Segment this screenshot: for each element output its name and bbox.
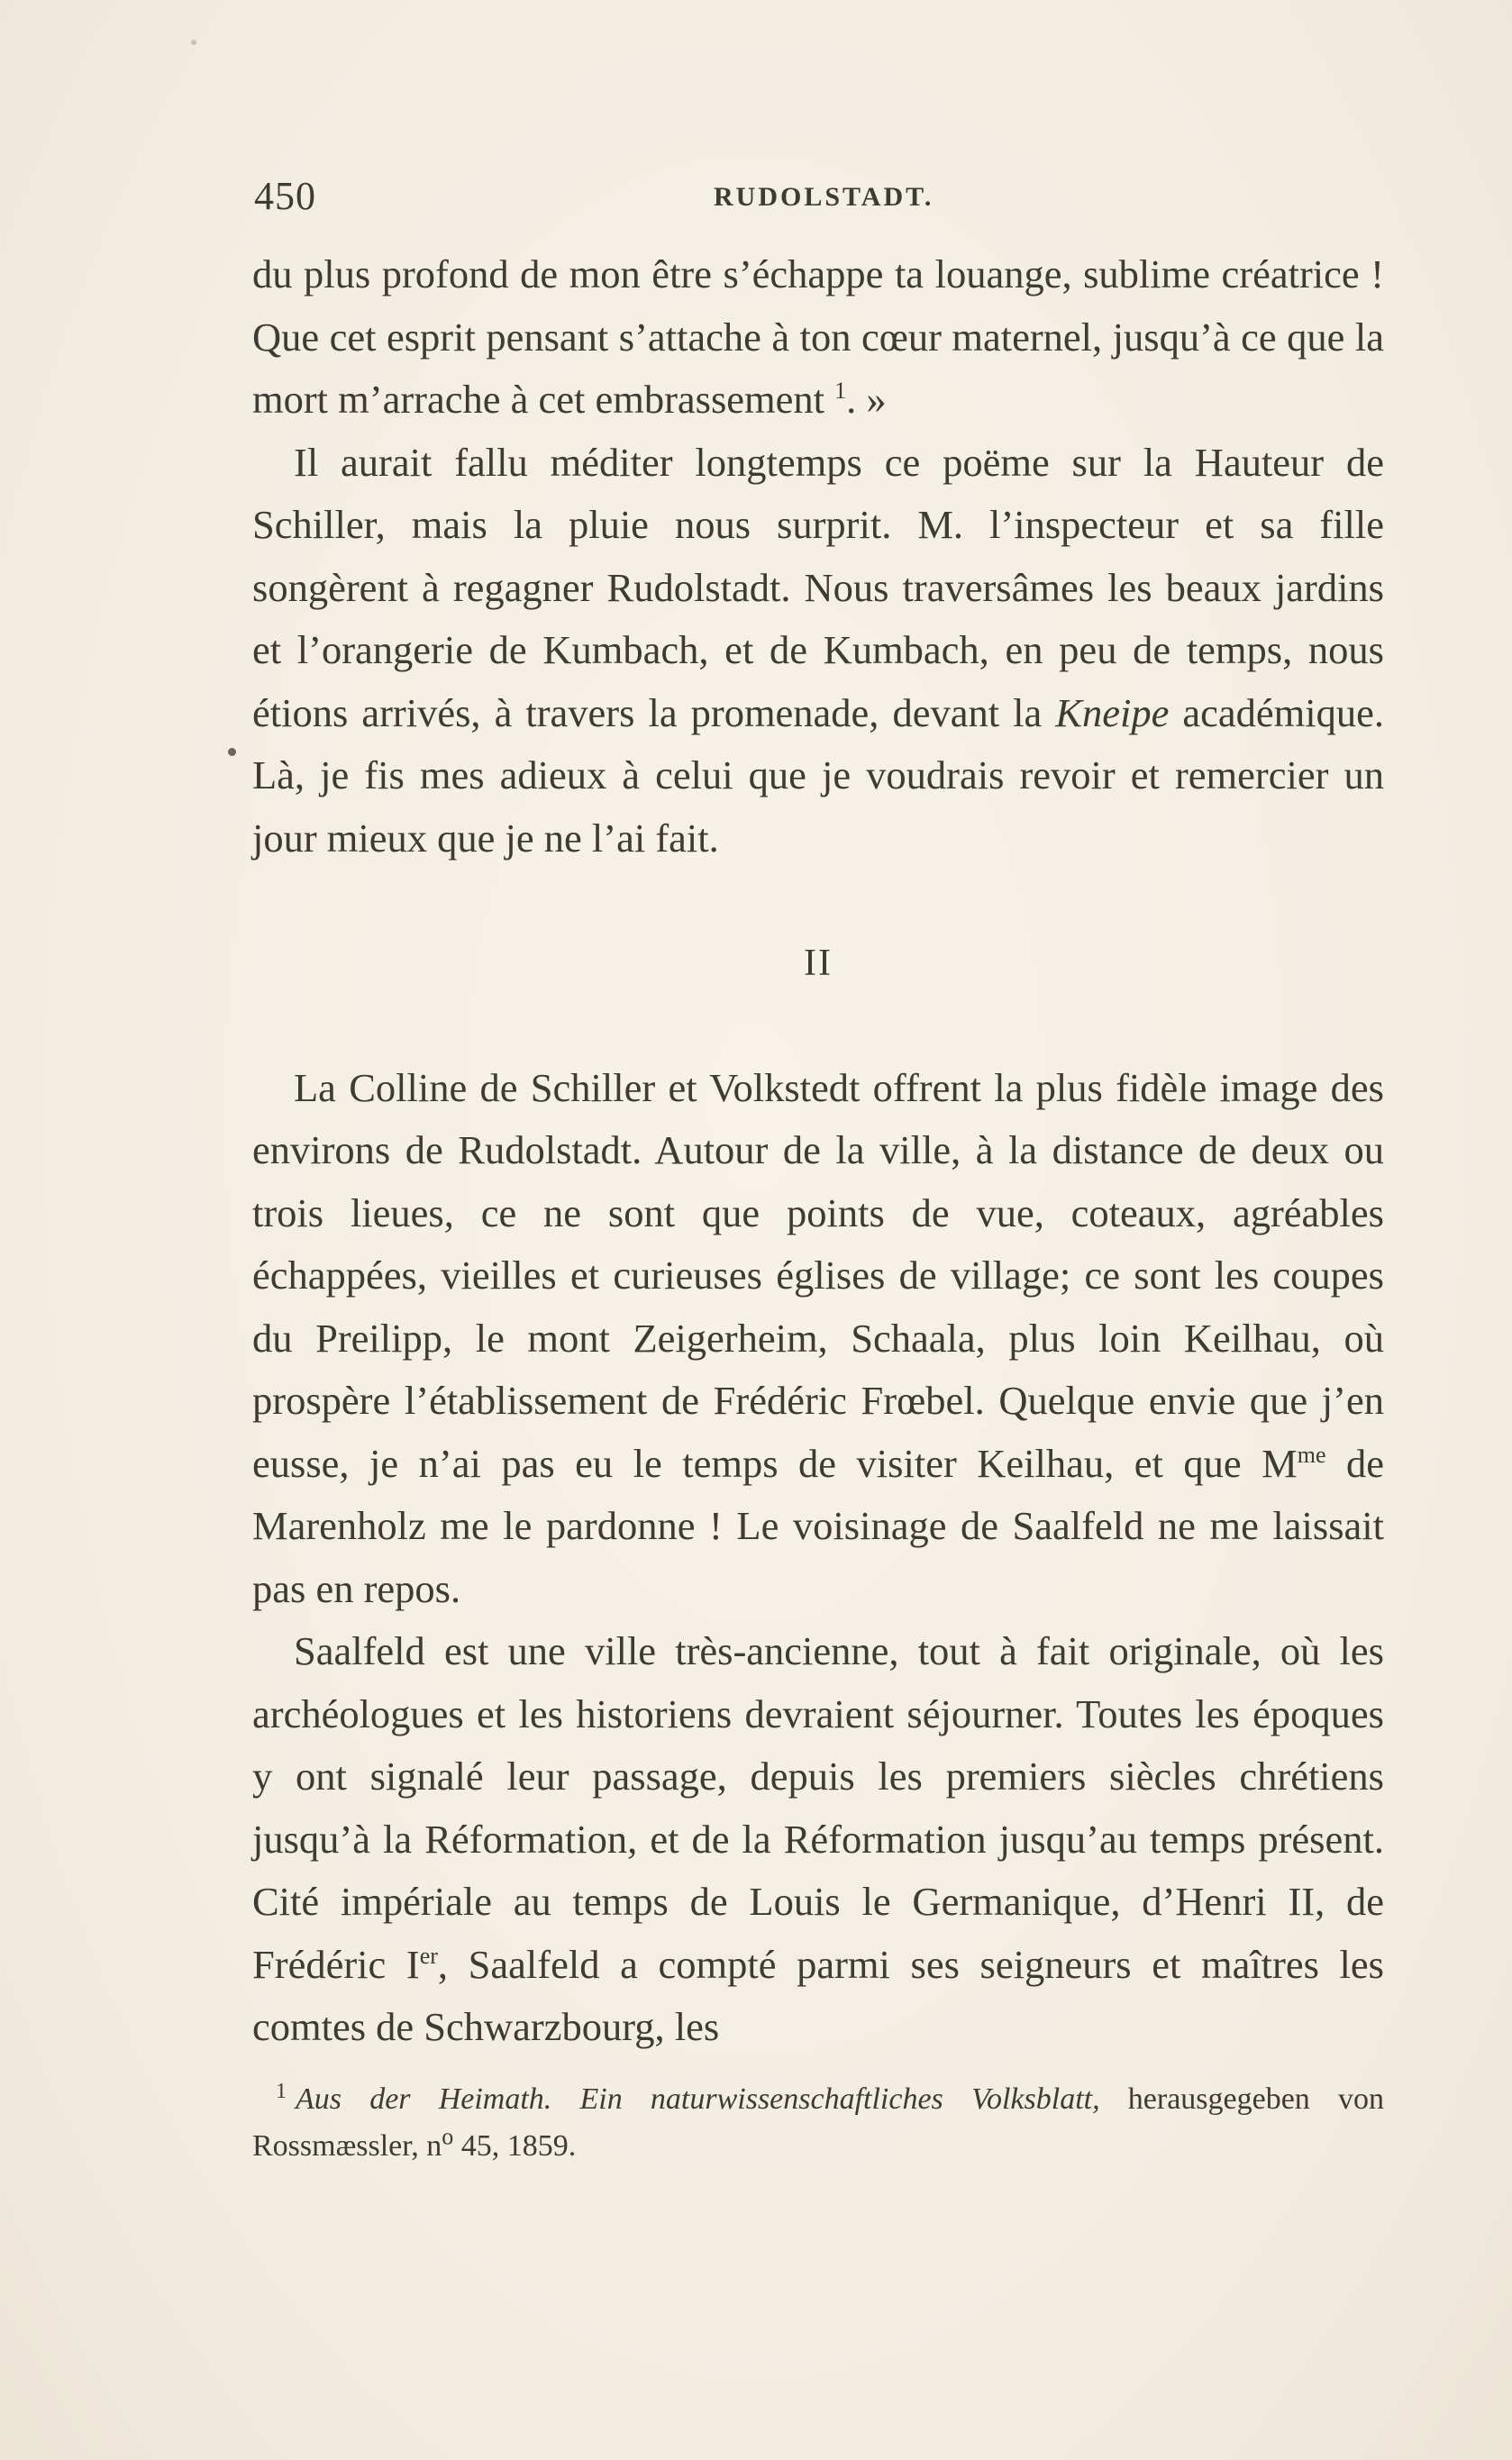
paragraph	[252, 1057, 1384, 1621]
footnote	[252, 2076, 1384, 2170]
page-number: 450	[254, 174, 316, 218]
body-text	[252, 243, 1384, 2059]
superscript: er	[419, 1942, 438, 1969]
paragraph-text: de Marenholz me le pardonne ! Le voisinage de Saalfeld ne me laissait pas en repos.	[252, 1440, 1385, 1611]
paragraph	[252, 1620, 1384, 2059]
paragraph	[252, 432, 1384, 870]
paragraph-text: . »	[846, 377, 887, 422]
footnote-text: 45, 1859.	[460, 2129, 577, 2163]
superscript: me	[1297, 1441, 1326, 1468]
italic-term: Kneipe	[1055, 689, 1170, 735]
paragraph-text: , Saalfeld a compté parmi ses seigneurs et maîtres les comtes de Schwarzbourg, les	[252, 1941, 1384, 2049]
footnote-number: 1	[276, 2079, 287, 2103]
running-head: RUDOLSTADT.	[714, 182, 934, 212]
footnote-text: herausgegeben von Rossmæssler, n	[252, 2082, 1384, 2163]
ink-speck	[228, 748, 236, 756]
paragraph-text: La Colline de Schiller et Volkstedt offrent la plus fidèle image des environs de Rudolstadt. Autour de la ville, à la distance de deux ou trois lieues, ce ne sont que points de vue, coteaux, agréables échappées, vieilles et curieuses églises de village; ce sont les coupes du Preilipp, le mont Zeigerheim, Schaala, plus loin Keilhau, où prospère l’établissement de Frédéric Frœbel. Quelque envie que j’en eusse, je n’ai pas eu le temps de visiter Keilhau, et que M	[252, 1064, 1384, 1486]
section-number: II	[804, 943, 833, 984]
superscript: o	[442, 2123, 454, 2150]
paragraph-text: du plus profond de mon être s’échappe ta louange, sublime créatrice ! Que cet esprit pensant s’attache à ton cœur maternel, jusqu’à ce que la mort m’arrache à cet embrassement	[252, 251, 1384, 422]
page-header	[254, 173, 1380, 227]
footnote-reference: 1	[834, 378, 847, 405]
paragraph-text: académique. Là, je fis mes adieux à celui que je voudrais revoir et remercier un jour mieux que je ne l’ai fait.	[252, 689, 1385, 861]
paragraph	[252, 243, 1384, 432]
ink-speck	[191, 40, 196, 45]
paragraph-text: Saalfeld est une ville très-ancienne, tout à fait originale, où les archéologues et les historiens devraient séjourner. Toutes les époques y ont signalé leur passage, depuis les premiers siècles chrétiens jusqu’à la Réformation, et de la Réformation jusqu’au temps présent. Cité impériale au temps de Louis le Germanique, d’Henri II, de Frédéric I	[252, 1628, 1384, 1987]
paragraph-text: Il aurait fallu méditer longtemps ce poëme sur la Hauteur de Schiller, mais la pluie nous surprit. M. l’inspecteur et sa fille songèrent à regagner Rudolstadt. Nous traversâmes les beaux jardins et l’orangerie de Kumbach, et de Kumbach, en peu de temps, nous étions arrivés, à travers la promenade, devant la	[252, 439, 1384, 735]
footnote-title: Aus der Heimath. Ein naturwissenschaftliches Volksblatt,	[296, 2082, 1100, 2116]
